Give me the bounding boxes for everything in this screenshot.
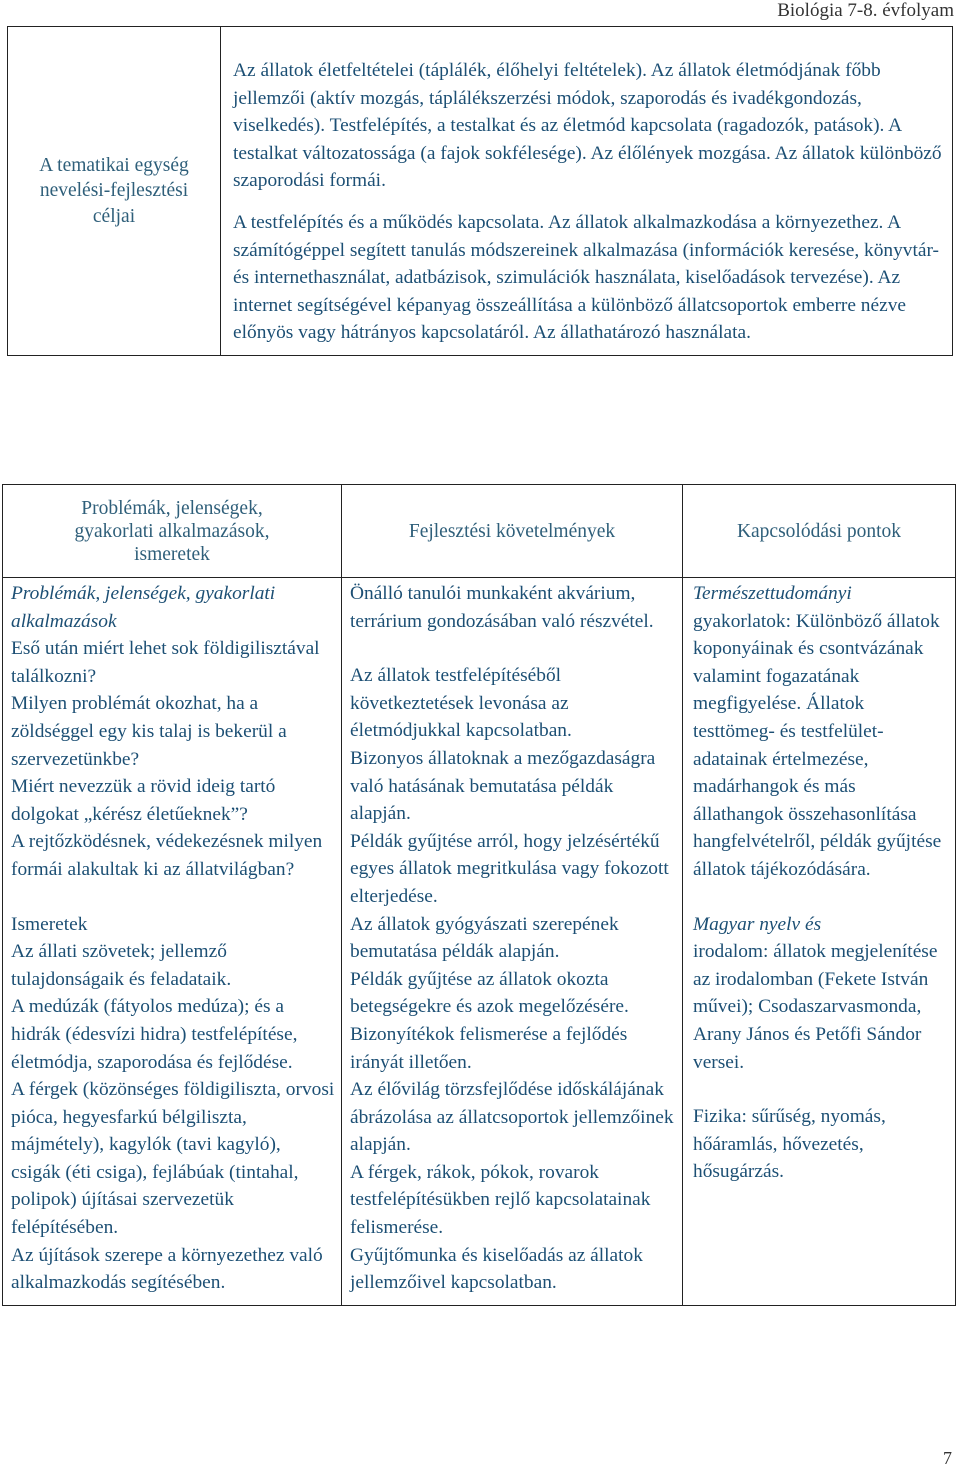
requirement-item: Gyűjtőmunka és kiselőadás az állatok jellemzőivel kapcsolatban. [350, 1244, 643, 1294]
goals-content [221, 27, 953, 356]
requirements-cell [342, 578, 683, 1306]
requirement-item: Példák gyűjtése arról, hogy jelzésértékű egyes állatok megritkulása vagy fokozott elterjedése. [350, 830, 669, 907]
connection-subject: Magyar nyelv és [693, 913, 822, 935]
problems-knowledge-cell [3, 578, 342, 1306]
column-header-line: Problémák, jelenségek, [81, 497, 263, 519]
page-number: 7 [943, 1448, 952, 1468]
problem-item: Eső után miért lehet sok földigilisztával találkozni? [11, 638, 320, 687]
requirement-item: A férgek, rákok, pókok, rovarok testfelépítésükben rejlő kapcsolatainak felismerése. [350, 1161, 651, 1239]
knowledge-item: A medúzák (fátyolos medúza); és a hidrák (édesvízi hidra) testfelépítése, életmódja, szaporodása és fejlődése. [11, 996, 298, 1073]
knowledge-item: Az újítások szerepe a környezethez való alkalmazkodás segítésében. [11, 1244, 323, 1294]
connection-text: irodalom: állatok megjelenítése az irodalomban (Fekete István művei); Csodaszarvasmonda, Arany János és Petőfi Sándor versei. [693, 941, 938, 1073]
goals-paragraph: A testfelépítés és a működés kapcsolata. Az állatok alkalmazkodása a környezethez. A számítógéppel segített tanulás módszereinek alkalmazása (információk keresése, könyvtár- és internethasználat, adatbázisok, szimulációk használata, kiselőadások tervezése). Az internet segítségével képanyag összeállítása a különböző állatcsoportok emberre nézve előnyös vagy hátrányos kapcsolatáról. Az állathatározó használata. [233, 211, 940, 344]
document-header: Biológia 7-8. évfolyam [777, 0, 954, 21]
goals-label-line: céljai [92, 205, 136, 227]
connection-text: Fizika: sűrűség, nyomás, hőáramlás, hővezetés, hősugárzás. [693, 1106, 886, 1183]
goals-paragraph: Az állatok életfeltételei (táplálék, élőhelyi feltételek). Az állatok életmódjának főbb jellemzői (aktív mozgás, táplálékszerzési módok, szaporodás és ivadékgondozás, viselkedés). Testfelépítés, a testalkat és az életmód kapcsolata (ragadozók, patások). A testalkat változatossága (a fajok sokfélesége). Az élőlények mozgása. Az állatok különböző szaporodási formái. [233, 60, 942, 192]
column-header-requirements: Fejlesztési követelmények [342, 485, 683, 578]
problem-item: Milyen problémát okozhat, ha a zöldséggel egy kis talaj is bekerül a szervezetünkbe? [11, 693, 287, 770]
column-header-line: gyakorlati alkalmazások, [74, 520, 270, 542]
goals-table [7, 26, 953, 356]
requirement-item: Bizonyítékok felismerése a fejlődés irányát illetően. [350, 1023, 628, 1073]
problems-heading: Problémák, jelenségek, gyakorlati alkalmazások [11, 583, 276, 632]
column-header-line: ismeretek [134, 543, 210, 565]
connection-text: gyakorlatok: Különböző állatok koponyáinak és csontvázának valamint fogazatának megfigyelése. Állatok testtömeg- és testfelület-adatainak értelmezése, madárhangok és más állathangok összehasonlítása hangfelvételről, példák gyűjtése állatok tájékozódására. [693, 610, 942, 880]
requirement-item: Önálló tanulói munkaként akvárium, terrárium gondozásában való részvétel. [350, 583, 654, 632]
knowledge-heading: Ismeretek [11, 913, 88, 935]
content-table [2, 484, 956, 1306]
requirement-item: Példák gyűjtése az állatok okozta betegségekre és azok megelőzésére. [350, 968, 629, 1018]
column-header-problems [3, 485, 342, 578]
column-header-connections: Kapcsolódási pontok [683, 485, 956, 578]
requirement-item: Az élővilág törzsfejlődése időskálájának ábrázolása az állatcsoportok jellemzőinek alapján. [350, 1079, 674, 1156]
problem-item: A rejtőzködésnek, védekezésnek milyen formái alakultak ki az állatvilágban? [11, 831, 323, 880]
goals-label-line: A tematikai egység [39, 154, 189, 176]
requirement-item: Az állatok testfelépítéséből következtetések levonása az életmódjukkal kapcsolatban. [350, 665, 572, 742]
requirement-item: Az állatok gyógyászati szerepének bemutatása példák alapján. [350, 913, 619, 963]
knowledge-item: Az állati szövetek; jellemző tulajdonságaik és feladataik. [11, 941, 232, 990]
requirement-item: Bizonyos állatoknak a mezőgazdaságra való hatásának bemutatása példák alapján. [350, 747, 656, 825]
knowledge-item: A férgek (közönséges földigiliszta, orvosi pióca, hegyesfarkú bélgiliszta, májmétely), kagylók (tavi kagyló), csigák (éti csiga), fejlábúak (tintahal, polipok) újításai szervezetük felépítésében. [11, 1079, 335, 1239]
connections-cell [683, 578, 956, 1306]
goals-label-line: nevelési-fejlesztési [39, 180, 189, 202]
connection-subject: Természettudományi [693, 583, 852, 604]
goals-label [8, 27, 221, 356]
problem-item: Miért nevezzük a rövid ideig tartó dolgokat „kérész életűeknek”? [11, 776, 276, 825]
